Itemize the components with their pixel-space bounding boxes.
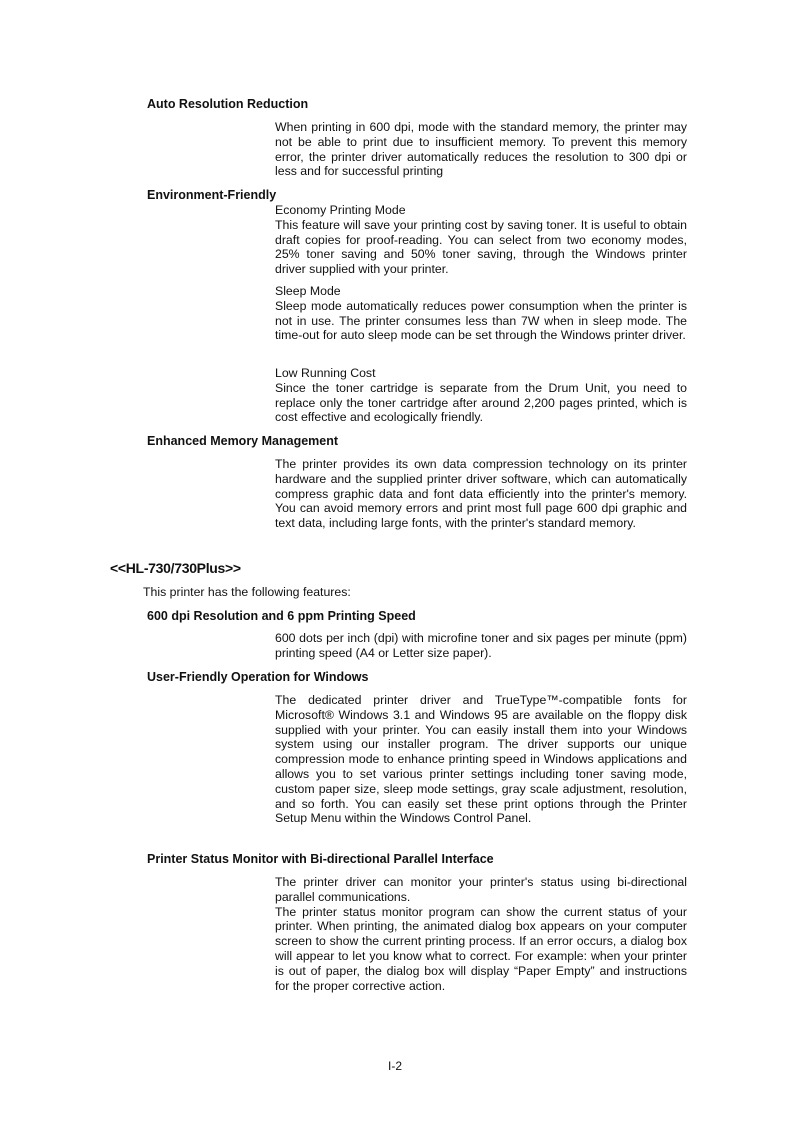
heading-enhanced-memory-management: Enhanced Memory Management (147, 434, 339, 448)
intro-text: This printer has the following features: (143, 585, 351, 599)
windows-paragraph: The dedicated printer driver and TrueType™-compatible fonts for Microsoft® Windows 3.1 and Windows 95 are available on the floppy disk supplied with your printer. You can easily install them into your Windows system using our installer program. The driver supports our unique compression mode to enhance printing speed in Windows applications and allows you to set various printer settings including toner saving mode, custom paper size, sleep mode settings, gray scale adjustment, resolution, and so forth. You can easily set these print options through the Printer Setup Menu within the Windows Control Panel. (275, 693, 687, 826)
sleep-block (275, 284, 687, 343)
status-monitor-paragraph-2: The printer status monitor program can show the current status of your printer. When printing, the animated dialog box appears on your computer screen to show the current printing process. If an error occurs, a dialog box will appear to let you know what to correct. For example: when your printer is out of paper, the dialog box will display “Paper Empty” and instructions for the proper corrective action. (275, 904, 687, 993)
auto-resolution-paragraph: When printing in 600 dpi, mode with the standard memory, the printer may not be able to print due to insufficient memory. To prevent this memory error, the printer driver automatically reduces the resolution to 300 dpi or less and for successful printing (275, 120, 687, 179)
status-monitor-paragraph-1: The printer driver can monitor your printer's status using bi-directional parallel communications. (275, 875, 687, 904)
heading-auto-resolution-reduction: Auto Resolution Reduction (147, 97, 309, 111)
page-number: I-2 (388, 1059, 403, 1073)
resolution-paragraph: 600 dots per inch (dpi) with microfine toner and six pages per minute (ppm) printing speed (A4 or Letter size paper). (275, 631, 687, 660)
model-header: <<HL-730/730Plus>> (110, 560, 241, 576)
heading-user-friendly-windows: User-Friendly Operation for Windows (147, 670, 369, 684)
auto-resolution-text (275, 120, 687, 179)
low-cost-block (275, 366, 687, 425)
economy-paragraph: This feature will save your printing cost by saving toner. It is useful to obtain draft copies for proof-reading. You can select from two economy modes, 25% toner saving and 50% toner saving, through the Windows printer driver supplied with your printer. (275, 217, 687, 277)
heading-resolution-speed: 600 dpi Resolution and 6 ppm Printing Speed (147, 609, 416, 623)
low-cost-paragraph: Since the toner cartridge is separate from the Drum Unit, you need to replace only the toner cartridge after around 2,200 pages printed, which is cost effective and ecologically friendly. (275, 380, 687, 425)
economy-title: Economy Printing Mode (275, 203, 406, 217)
sleep-paragraph: Sleep mode automatically reduces power consumption when the printer is not in use. The printer consumes less than 7W when in sleep mode. The time-out for auto sleep mode can be set through the Windows printer driver. (275, 298, 687, 343)
economy-block (275, 203, 687, 277)
resolution-text (275, 631, 687, 661)
heading-printer-status-monitor: Printer Status Monitor with Bi-directional Parallel Interface (147, 852, 494, 866)
sleep-title: Sleep Mode (275, 284, 341, 298)
low-cost-title: Low Running Cost (275, 366, 376, 380)
windows-text (275, 693, 687, 826)
heading-environment-friendly: Environment-Friendly (147, 188, 277, 202)
status-monitor-text (275, 875, 687, 993)
memory-text (275, 457, 687, 531)
memory-paragraph: The printer provides its own data compression technology on its printer hardware and the supplied printer driver software, which can automatically compress graphic data and font data efficiently into the printer's memory. You can avoid memory errors and print most full page 600 dpi graphic and text data, including large fonts, with the printer's standard memory. (275, 457, 687, 531)
